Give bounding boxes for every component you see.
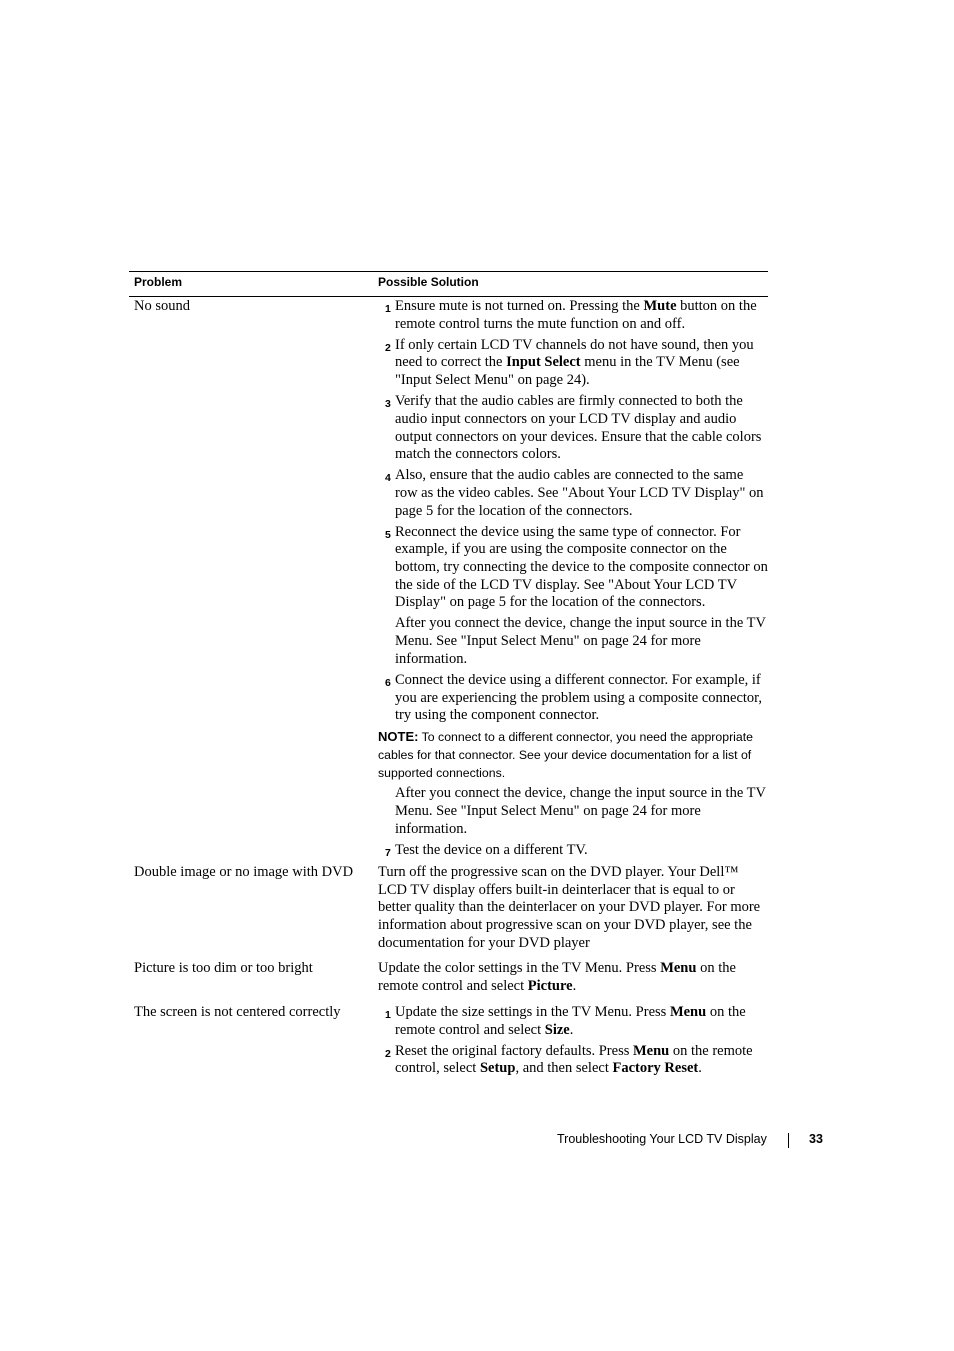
step-text: Connect the device using a different connector. For example, if you are experiencing the problem using a composite connector, try using the component connector. (395, 671, 763, 724)
problem-dim-bright: Picture is too dim or too bright (134, 960, 313, 976)
list-item (378, 298, 768, 333)
page-number: 33 (809, 1132, 823, 1146)
step-keyword: Factory Reset (612, 1060, 699, 1077)
step-number: 6 (385, 676, 391, 689)
step-number: 3 (385, 398, 391, 411)
step-text: Verify that the audio cables are firmly connected to both the audio input connectors on your LCD TV display and audio output connectors on your devices. Ensure that the cable colors match the connectors colors. (395, 393, 762, 463)
solution-not-centered (378, 1004, 768, 1078)
step-keyword: Mute (643, 298, 677, 314)
step-text: on the remote control and select (395, 1004, 746, 1038)
list-item (378, 672, 768, 725)
list-item (378, 524, 768, 613)
step-number: 1 (385, 303, 391, 315)
footer-divider (788, 1133, 789, 1148)
step-text: Reconnect the device using the same type of connector. For example, if you are using the composite connector on the bottom, try connecting the device to the composite connector on the side of the LCD TV display. See "About Your LCD TV Display" on page 5 for the location of the connectors. (395, 523, 768, 611)
list-item (378, 1043, 768, 1078)
step-keyword: Setup (479, 1060, 516, 1077)
header-problem: Problem (134, 275, 183, 289)
footer-title: Troubleshooting Your LCD TV Display (557, 1132, 767, 1146)
solution-text: on the remote control and select (378, 960, 736, 994)
note (378, 728, 768, 782)
step-number: 2 (385, 1047, 391, 1060)
problem-double-image: Double image or no image with DVD (134, 864, 354, 880)
list-item (378, 393, 768, 464)
step-text: Update the size settings in the TV Menu. Press (395, 1004, 670, 1020)
step-continuation: After you connect the device, change the input source in the TV Menu. See "Input Select Menu" on page 24 for more information. (395, 785, 766, 837)
step-text: If only certain LCD TV channels do not have sound, then you need to correct the (395, 336, 754, 371)
step-keyword: Input Select (506, 354, 581, 371)
step-number: 4 (385, 472, 391, 485)
step-text: , and then select (515, 1060, 613, 1077)
solution-text: Update the color settings in the TV Menu. Press (378, 960, 661, 976)
table-header-rule (129, 296, 768, 297)
list-item (378, 1004, 768, 1039)
problem-no-sound: No sound (134, 298, 190, 314)
solution-keyword: Picture (527, 977, 573, 994)
step-keyword: Menu (669, 1004, 707, 1020)
step-keyword: Size (544, 1021, 570, 1038)
list-item (378, 842, 768, 860)
step-number: 2 (385, 341, 391, 354)
list-item (378, 467, 768, 520)
step-text: Reset the original factory defaults. Press (395, 1042, 633, 1059)
step-number: 5 (385, 528, 391, 541)
solution-dim-bright (378, 960, 768, 995)
step-text: . (698, 1060, 702, 1077)
table-top-rule (129, 271, 768, 272)
page-footer (557, 1132, 823, 1146)
step-text: menu in the TV Menu (see "Input Select Menu" on page 24). (395, 354, 740, 389)
step-continuation: After you connect the device, change the input source in the TV Menu. See "Input Select Menu" on page 24 for more information. (395, 615, 766, 667)
problem-not-centered: The screen is not centered correctly (134, 1004, 341, 1020)
step-text: button on the remote control turns the mute function on and off. (395, 298, 757, 332)
solution-keyword: Menu (660, 960, 697, 976)
step-number: 1 (385, 1009, 391, 1021)
step-text: Also, ensure that the audio cables are connected to the same row as the video cables. See "About Your LCD TV Display" on page 5 for the location of the connectors. (395, 467, 764, 519)
step-text: on the remote control, select (395, 1042, 753, 1077)
solution-text: . (572, 977, 577, 994)
header-solution: Possible Solution (378, 275, 479, 289)
solution-double-image: Turn off the progressive scan on the DVD player. Your Dell™ LCD TV display offers built-in deinterlacer that is equal to or better quality than the deinterlacer on your DVD player. For more information about progressive scan on your DVD player, see the documentation for your DVD player (378, 864, 761, 951)
step-text: Test the device on a different TV. (395, 841, 588, 858)
step-keyword: Menu (632, 1042, 670, 1059)
step-text: . (569, 1021, 574, 1038)
step-text: Ensure mute is not turned on. Pressing the (395, 298, 644, 314)
note-text: To connect to a different connector, you need the appropriate cables for that connector. See your device documentation for a list of supported connections. (378, 730, 753, 781)
solution-no-sound (378, 298, 768, 859)
list-item (378, 337, 768, 390)
step-number: 7 (385, 846, 391, 859)
note-label: NOTE: (378, 729, 419, 745)
